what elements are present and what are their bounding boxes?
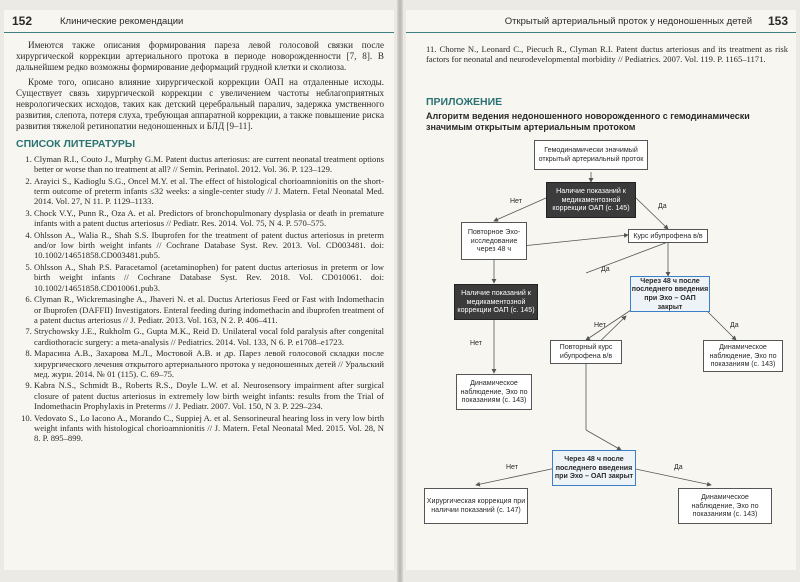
references-list — [16, 154, 384, 444]
flow-start-box: Гемодинамически значимый открытый артериальный проток — [534, 140, 648, 170]
left-running-head — [4, 10, 394, 33]
arrow-check1-no — [586, 310, 631, 340]
reference-item: 6. Clyman R., Wickremasinghe A., Jhaveri N. et al. Ductus Arteriosus Feed or Fast with Indomethacin or Ibuprofen (DAFFII) Investigators. Enteral feeding during indomethacin and ibuprofen treatment of a patent ductus arteriosus // J. Pediatr. 2013. Vol. 163, N 2. P. 406–411. — [34, 294, 384, 325]
reference-item: 7. Strychowsky J.E., Rukholm G., Gupta M.K., Reid D. Unilateral vocal fold paralysis after congenital cardiothoracic surgery: a meta-analysis // Pediatrics. 2014. Vol. 133, N 6. P. e1708–e1723. — [34, 326, 384, 347]
arrow-repeat-check2 — [586, 430, 621, 450]
flow-label-no: Нет — [510, 198, 522, 205]
flow-label-no: Нет — [506, 464, 518, 471]
flow-q2-box: Наличие показаний к медикаментозной коррекции ОАП (с. 145) — [454, 284, 538, 320]
reference-11: 11. Chorne N., Leonard C., Piecuch R., Clyman R.I. Patent ductus arteriosus and its treatment as risk factors for neonatal and neurodevelopmental morbidity // Pediatrics. 2007. Vol. 119. P. 1165–1171. — [426, 44, 788, 65]
flow-repeat-ibuprofen-box: Повторный курс ибупрофена в/в — [550, 340, 622, 364]
flow-dyn-right-box: Динамическое наблюдение, Эхо по показаниям (с. 143) — [703, 340, 783, 372]
flow-check2-box: Через 48 ч после последнего введения при Эхо – ОАП закрыт — [552, 450, 636, 486]
reference-item: 1. Clyman R.I., Couto J., Murphy G.M. Patent ductus arteriosus: are current neonatal treatment options better or worse than no treatment at all? // Semin. Perinatol. 2012. Vol. 36. P. 123–129. — [34, 154, 384, 175]
body-paragraph: Кроме того, описано влияние хирургической коррекции ОАП на отдаленные исходы. Существует связь хирургической коррекции с увеличением частоты неблагоприятных неврологических исходов, таких как детский церебральный паралич, задержка умственного развития, слепота, потеря слуха, требующая аппаратной коррекции, а также повышение риска развития тяжелой ретинопатии недоношенных и БЛД [9–11]. — [16, 76, 384, 132]
reference-item: 5. Ohlsson A., Shah P.S. Paracetamol (acetaminophen) for patent ductus arteriosus in preterm or low birth weight infants // Cochrane Database Syst. Rev. 2018. Vol. CD010061. doi: 10.1002/14651858.CD010061.pub3. — [34, 262, 384, 293]
book-spine — [397, 0, 403, 582]
flow-dyn-left-box: Динамическое наблюдение, Эхо по показаниям (с. 143) — [456, 374, 532, 410]
right-page — [406, 10, 796, 570]
flow-check1-box: Через 48 ч после последнего введения при Эхо – ОАП закрыт — [631, 276, 709, 311]
appendix-title: Алгоритм ведения недоношенного новорожденного с гемодинамически значимым открытым артериальным протоком — [426, 111, 750, 132]
flow-surgery-box: Хирургическая коррекция при наличии показаний (с. 147) — [424, 488, 528, 524]
flow-ibuprofen-box: Курс ибупрофена в/в — [628, 229, 708, 243]
flow-label-yes: Да — [658, 203, 667, 210]
flow-echo-repeat-box: Повторное Эхо-исследование через 48 ч — [461, 222, 527, 260]
flow-label-no: Нет — [470, 340, 482, 347]
arrow-q2-yes-line — [586, 242, 668, 273]
right-running-title: Открытый артериальный проток у недоношенных детей — [504, 16, 752, 27]
left-page — [4, 10, 394, 570]
reference-item: 9. Kabra N.S., Schmidt B., Roberts R.S., Doyle L.W. et al. Neurosensory impairment after surgical closure of patent ductus arteriosus in extremely low birth weight infants: results from the Trial of Indomethacin Prophylaxis in Preterms // J. Pediatr. 2007. Vol. 150, N 3. P. 229–234. — [34, 380, 384, 411]
reference-item: 2. Arayici S., Kadioglu S.G., Oncel M.Y. et al. The effect of histological chorioamnionitis on the short-term outcome of preterm infants ≤32 weeks: a single-center study // J. Matern. Fetal Neonatal Med. 2014. Vol. 27, N 11. P. 1129–1133. — [34, 176, 384, 207]
body-paragraph: Имеются также описания формирования пареза левой голосовой связки после хирургической коррекции артериального протока в периоде новорожденности [7, 8]. В дальнейшем редко возможны формирование деформаций грудной клетки и сколиоза. — [16, 40, 384, 73]
arrow-echo-ibuprofen — [522, 235, 628, 246]
flow-label-no: Нет — [594, 322, 606, 329]
left-body — [16, 40, 384, 445]
reference-item: 4. Ohlsson A., Walia R., Shah S.S. Ibuprofen for the treatment of patent ductus arteriosus in preterm and/or low birth weight infants // Cochrane Database Syst. Rev. 2013. Vol. CD003481. doi: 10.1002/14651858.CD003481.pub5. — [34, 230, 384, 261]
arrow-check2-yes — [631, 468, 711, 485]
appendix-label: ПРИЛОЖЕНИЕ — [426, 96, 503, 108]
left-running-title: Клинические рекомендации — [60, 16, 184, 27]
flow-label-yes: Да — [674, 464, 683, 471]
flow-q1-box: Наличие показаний к медикаментозной коррекции ОАП (с. 145) — [546, 182, 636, 218]
flow-label-yes: Да — [730, 322, 739, 329]
reference-item: 8. Марасина А.В., Захарова М.Л., Мостовой А.В. и др. Парез левой голосовой складки после хирургического лечения открытого артериального протока у недоношенных детей // Уральский мед. журн. 2014. № 01 (115). С. 69–75. — [34, 348, 384, 379]
left-page-number: 152 — [12, 14, 33, 28]
reference-item: 3. Chock V.Y., Punn R., Oza A. et al. Predictors of bronchopulmonary dysplasia or death in premature infants with a patent ductus arteriosus // Pediatr. Res. 2014. Vol. 75, N 4. P. 570–575. — [34, 208, 384, 229]
flow-dyn-bottom-box: Динамическое наблюдение, Эхо по показаниям (с. 143) — [678, 488, 772, 524]
right-page-number: 153 — [767, 14, 788, 28]
references-heading: СПИСОК ЛИТЕРАТУРЫ — [16, 137, 136, 150]
flow-label-yes: Да — [601, 266, 610, 273]
reference-item: 10. Vedovato S., Lo Iacono A., Morando C., Suppiej A. et al. Sensorineural hearing loss in very low birth weight infants with histological chorioamnionitis // J. Matern. Fetal Neonatal Med. 2015. Vol. 28, N 8. P. 895–899. — [34, 413, 384, 444]
